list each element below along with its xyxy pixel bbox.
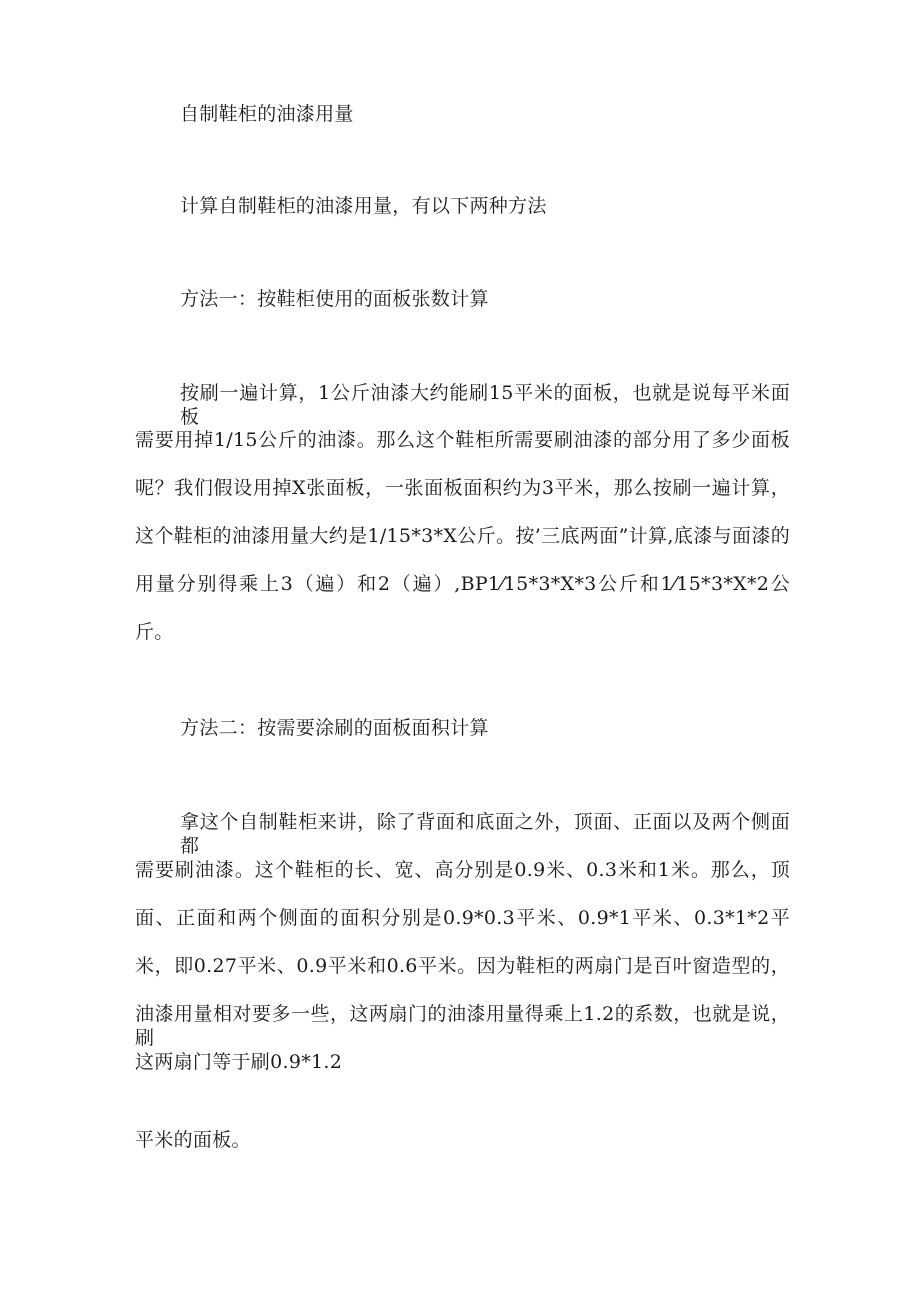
intro-paragraph: 计算自制鞋柜的油漆用量，有以下两种方法 [180,195,547,217]
method1-line: 呢？我们假设用掉X张面板，一张面板面积约为3平米，那么按刷一遍计算， [135,477,790,499]
method2-heading: 方法二：按需要涂刷的面板面积计算 [180,717,489,739]
method1-line: 需要用掉1/15公斤的油漆。那么这个鞋柜所需要刷油漆的部分用了多少面板 [135,429,790,451]
method1-line: 这个鞋柜的油漆用量大约是1/15*3*X公斤。按’三底两面”计算,底漆与面漆的 [135,525,790,547]
method2-line: 面、正面和两个侧面的面积分别是0.9*0.3平米、0.9*1平米、0.3*1*2平 [135,907,790,929]
method1-heading: 方法一：按鞋柜使用的面板张数计算 [180,288,489,310]
method2-line: 需要刷油漆。这个鞋柜的长、宽、高分别是0.9米、0.3米和1米。那么，顶 [135,859,790,881]
method2-line: 这两扇门等于刷0.9*1.2 [135,1051,343,1073]
method2-line: 米，即0.27平米、0.9平米和0.6平米。因为鞋柜的两扇门是百叶窗造型的， [135,955,790,977]
document-title: 自制鞋柜的油漆用量 [180,103,354,125]
method1-line: 斤。 [135,621,174,643]
method2-line: 拿这个自制鞋柜来讲，除了背面和底面之外，顶面、正面以及两个侧面都 [180,811,790,857]
method2-tail: 平米的面板。 [135,1129,251,1151]
method1-line: 按刷一遍计算，1公斤油漆大约能刷15平米的面板，也就是说每平米面板 [180,382,790,428]
method2-line: 油漆用量相对要多一些，这两扇门的油漆用量得乘上1.2的系数，也就是说，刷 [135,1003,790,1049]
method1-line: 用量分别得乘上3（遍）和2（遍）,BP1⁄15*3*X*3公斤和1⁄15*3*X*2公 [135,573,790,595]
